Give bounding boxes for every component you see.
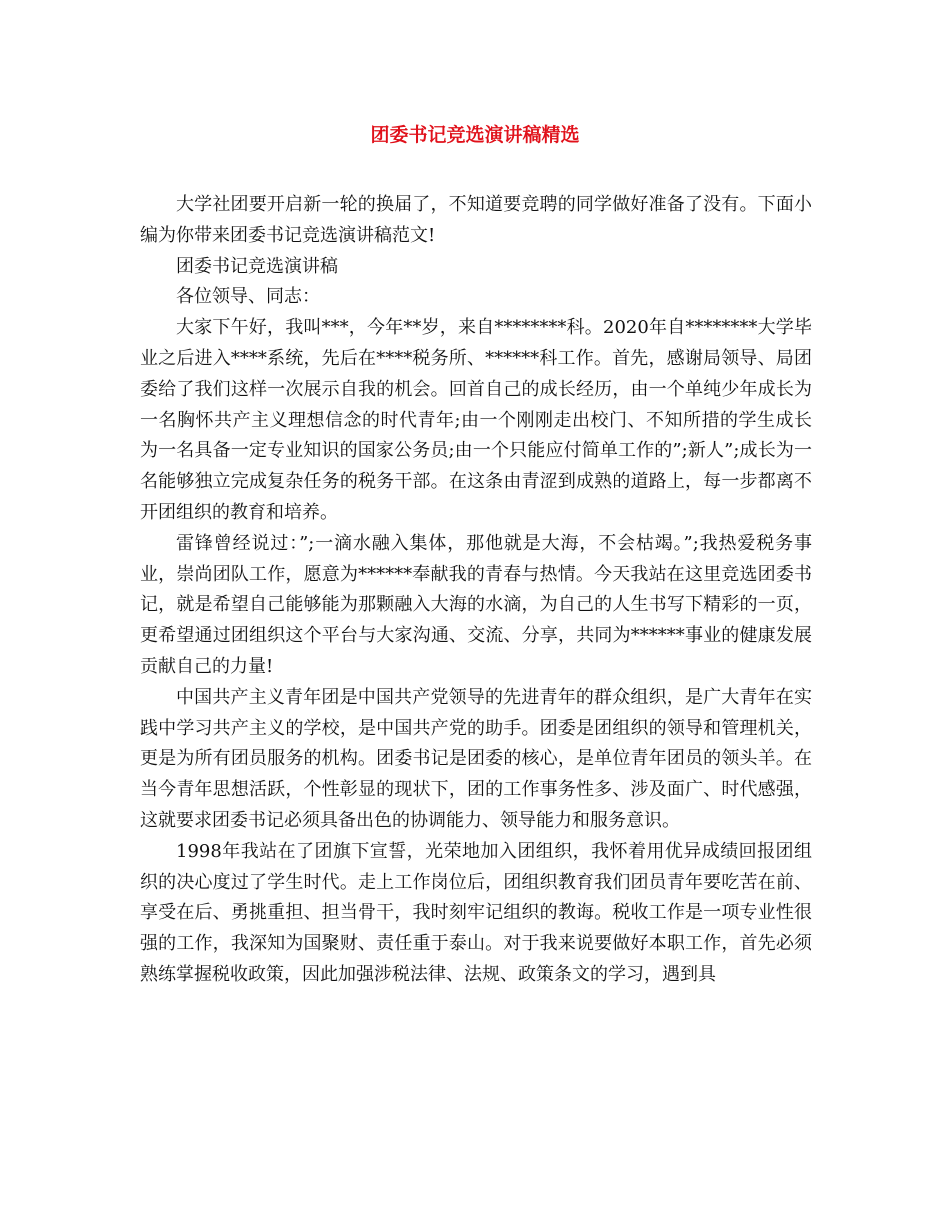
paragraph-self-introduction: 大家下午好，我叫***，今年**岁，来自********科。2020年自********大学毕业之后进入****系统，先后在****税务所、******科工作。首先，感谢局领导、局团委给了我们这样一次展示自我的机会。回首自己的成长经历，由一个单纯少年成长为一名胸怀共产主义理想信念的时代青年;由一个刚刚走出校门、不知所措的学生成长为一名具备一定专业知识的国家公务员;由一个只能应付简单工作的”;新人”;成长为一名能够独立完成复杂任务的税务干部。在这条由青涩到成熟的道路上，每一步都离不开团组织的教育和培养。 xyxy=(140,317,812,523)
paragraph-intro: 大学社团要开启新一轮的换届了，不知道要竞聘的同学做好准备了没有。下面小编为你带来团委书记竞选演讲稿范文! xyxy=(140,194,812,246)
document-body xyxy=(140,190,812,991)
paragraph-personal-history: 1998年我站在了团旗下宣誓，光荣地加入团组织，我怀着用优异成绩回报团组织的决心度过了学生时代。走上工作岗位后，团组织教育我们团员青年要吃苦在前、享受在后、勇挑重担、担当骨干，我时刻牢记组织的教诲。税收工作是一项专业性很强的工作，我深知为国聚财、责任重于泰山。对于我来说要做好本职工作，首先必须熟练掌握税收政策，因此加强涉税法律、法规、政策条文的学习，遇到具 xyxy=(140,840,812,985)
paragraph-lei-feng-quote: 雷锋曾经说过：”;一滴水融入集体，那他就是大海，不会枯竭。”;我热爱税务事业，崇尚团队工作，愿意为******奉献我的青春与热情。今天我站在这里竞选团委书记，就是希望自己能够能为那颗融入大海的水滴，为自己的人生书写下精彩的一页，更希望通过团组织这个平台与大家沟通、交流、分享，共同为******事业的健康发展贡献自己的力量! xyxy=(140,532,812,677)
paragraph-league-description: 中国共产主义青年团是中国共产党领导的先进青年的群众组织，是广大青年在实践中学习共产主义的学校，是中国共产党的助手。团委是团组织的领导和管理机关，更是为所有团员服务的机构。团委书记是团委的核心，是单位青年团员的领头羊。在当今青年思想活跃，个性彰显的现状下，团的工作事务性多、涉及面广、时代感强，这就要求团委书记必须具备出色的协调能力、领导能力和服务意识。 xyxy=(140,686,812,831)
paragraph-subtitle: 团委书记竞选演讲稿 xyxy=(176,255,338,277)
document-title: 团委书记竞选演讲稿精选 xyxy=(370,124,580,146)
paragraph-salutation: 各位领导、同志： xyxy=(176,286,320,308)
